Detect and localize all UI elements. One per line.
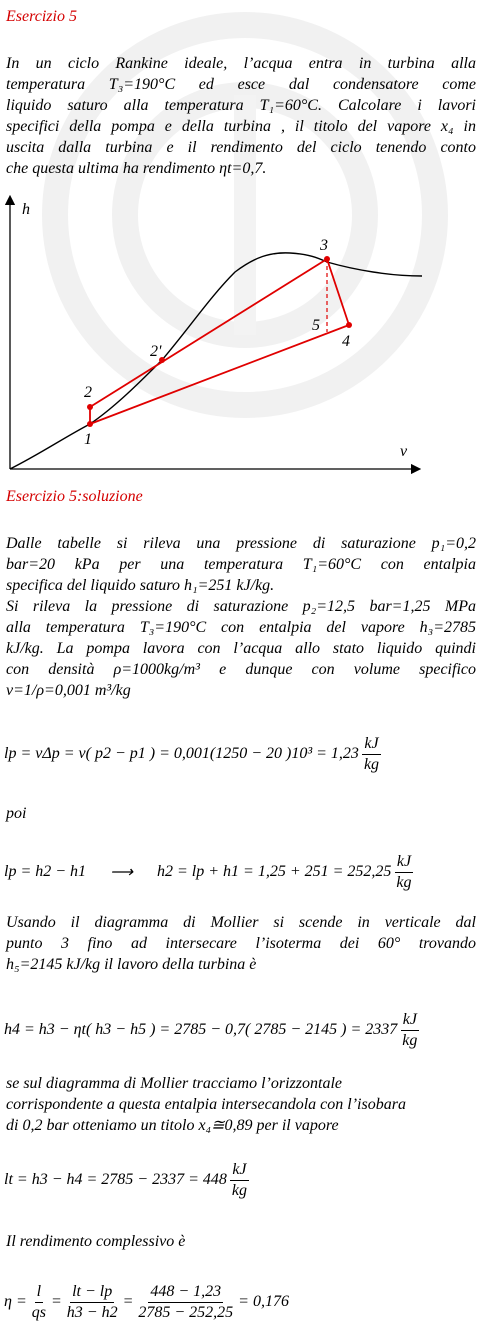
eq-eta-lhs: η = [4, 1293, 27, 1310]
eq-pump-work [4, 732, 384, 776]
eta-fraction-2 [65, 1283, 120, 1322]
solution-line: con densità ρ=1000kg/m³ e dunque con volume specifico [6, 661, 476, 678]
solution-line: Dalle tabelle si rileva una pressione di saturazione p₁=0,2 [6, 535, 476, 552]
eq-efficiency [4, 1280, 289, 1324]
unit-kj: kJ [401, 1011, 419, 1031]
rankine-diagram [0, 192, 480, 482]
unit-kg: kg [396, 873, 412, 891]
eq-h4-body: h4 = h3 − ηt( h3 − h5 ) = 2785 − 0,7( 2785 − 2145 ) = 2337 [4, 1021, 398, 1038]
mollier-line: Usando il diagramma di Mollier si scende in verticale dal [6, 914, 476, 931]
saturation-curve [10, 253, 422, 469]
exercise-heading: Esercizio 5 [6, 8, 77, 25]
point-4 [346, 322, 352, 328]
label-2prime: 2' [150, 343, 162, 360]
solution-heading: Esercizio 5:soluzione [6, 488, 143, 505]
eq-lt-body: lt = h3 − h4 = 2785 − 2337 = 448 [4, 1171, 227, 1188]
arrow-icon: ⟶ [110, 864, 133, 881]
mollier-line: punto 3 fino ad intersecare l’isoterma dei 60° trovando [6, 935, 476, 952]
eta-result: = 0,176 [238, 1293, 289, 1310]
eta-f2-den: h3 − h2 [66, 1303, 118, 1321]
rendimento-text: Il rendimento complessivo è [6, 1233, 186, 1250]
title-text [6, 1073, 476, 1136]
axis-x-label: v [400, 443, 408, 460]
eta-f1-num: l [35, 1283, 43, 1303]
unit-kj: kJ [230, 1161, 248, 1181]
solution-text [6, 533, 476, 701]
unit-fraction [362, 735, 381, 774]
point-2 [87, 404, 93, 410]
eq-h4 [4, 1008, 422, 1052]
equals-sign: = [122, 1293, 134, 1310]
equals-sign: = [50, 1293, 62, 1310]
label-5: 5 [312, 317, 320, 334]
statement-line: che questa ultima ha rendimento ηt=0,7. [6, 160, 267, 177]
unit-kg: kg [402, 1031, 418, 1049]
solution-line: specifica del liquido saturo h₁=251 kJ/kg. [6, 577, 275, 594]
eta-f3-num: 448 − 1,23 [148, 1283, 223, 1303]
statement-line: liquido saturo alla temperatura T₁=60°C. Calcolare i lavori [6, 97, 476, 114]
cycle-condenser [90, 325, 349, 424]
poi-text: poi [6, 805, 27, 822]
mollier-line: h₅=2145 kJ/kg il lavoro della turbina è [6, 956, 257, 973]
point-1 [87, 421, 93, 427]
eq-turbine-work [4, 1158, 252, 1202]
unit-kg: kg [363, 755, 380, 773]
unit-kj: kJ [395, 853, 413, 873]
unit-kg: kg [231, 1181, 247, 1199]
unit-fraction [400, 1011, 419, 1050]
eq-h2-right: h2 = lp + h1 = 1,25 + 251 = 252,25 [156, 863, 392, 880]
eta-fraction-1 [30, 1283, 48, 1322]
solution-line: bar=20 kPa per una temperatura T₁=60°C con entalpia [6, 556, 476, 573]
eta-f1-den: qs [31, 1303, 46, 1321]
cycle-heating [90, 259, 327, 407]
unit-fraction [394, 853, 413, 892]
title-line: se sul diagramma di Mollier tracciamo l’orizzontale [6, 1075, 342, 1092]
statement-line: specifici della pompa e della turbina , il titolo del vapore x₄ in [6, 118, 476, 135]
eta-f3-den: 2785 − 252,25 [138, 1303, 234, 1321]
label-1: 1 [84, 431, 92, 448]
point-3 [324, 256, 330, 262]
statement-line: temperatura T₃=190°C ed esce dal condensatore come [6, 76, 476, 93]
axis-y-label: h [22, 201, 30, 218]
statement-line: uscita dalla turbina e il rendimento del ciclo tenendo conto [6, 139, 476, 156]
eq-h2-left: lp = h2 − h1 [4, 863, 87, 880]
solution-line: v=1/ρ=0,001 m³/kg [6, 682, 131, 699]
mollier-text [6, 912, 476, 975]
exercise-statement [6, 53, 476, 179]
solution-line: kJ/kg. La pompa lavora con l’acqua allo stato liquido quindi [6, 640, 476, 657]
statement-line: In un ciclo Rankine ideale, l’acqua entra in turbina alla [6, 55, 476, 72]
solution-line: alla temperatura T₃=190°C con entalpia del vapore h₃=2785 [6, 619, 476, 636]
eq-pump-body: lp = vΔp = v( p2 − p1 ) = 0,001(1250 − 20 )10³ = 1,23 [4, 745, 359, 762]
title-line: corrispondente a questa entalpia intersecandola con l’isobara [6, 1096, 406, 1113]
label-4: 4 [342, 333, 350, 350]
eta-fraction-3 [136, 1283, 235, 1322]
eta-f2-num: lt − lp [70, 1283, 114, 1303]
label-3: 3 [320, 237, 328, 254]
label-2: 2 [84, 384, 92, 401]
solution-line: Si rileva la pressione di saturazione p₂=12,5 bar=1,25 MPa [6, 598, 476, 615]
cycle-expansion [327, 259, 349, 325]
eq-h2 [4, 850, 417, 894]
unit-kj: kJ [362, 735, 380, 755]
unit-fraction [230, 1161, 249, 1200]
title-line: di 0,2 bar otteniamo un titolo x₄≅0,89 per il vapore [6, 1117, 339, 1134]
